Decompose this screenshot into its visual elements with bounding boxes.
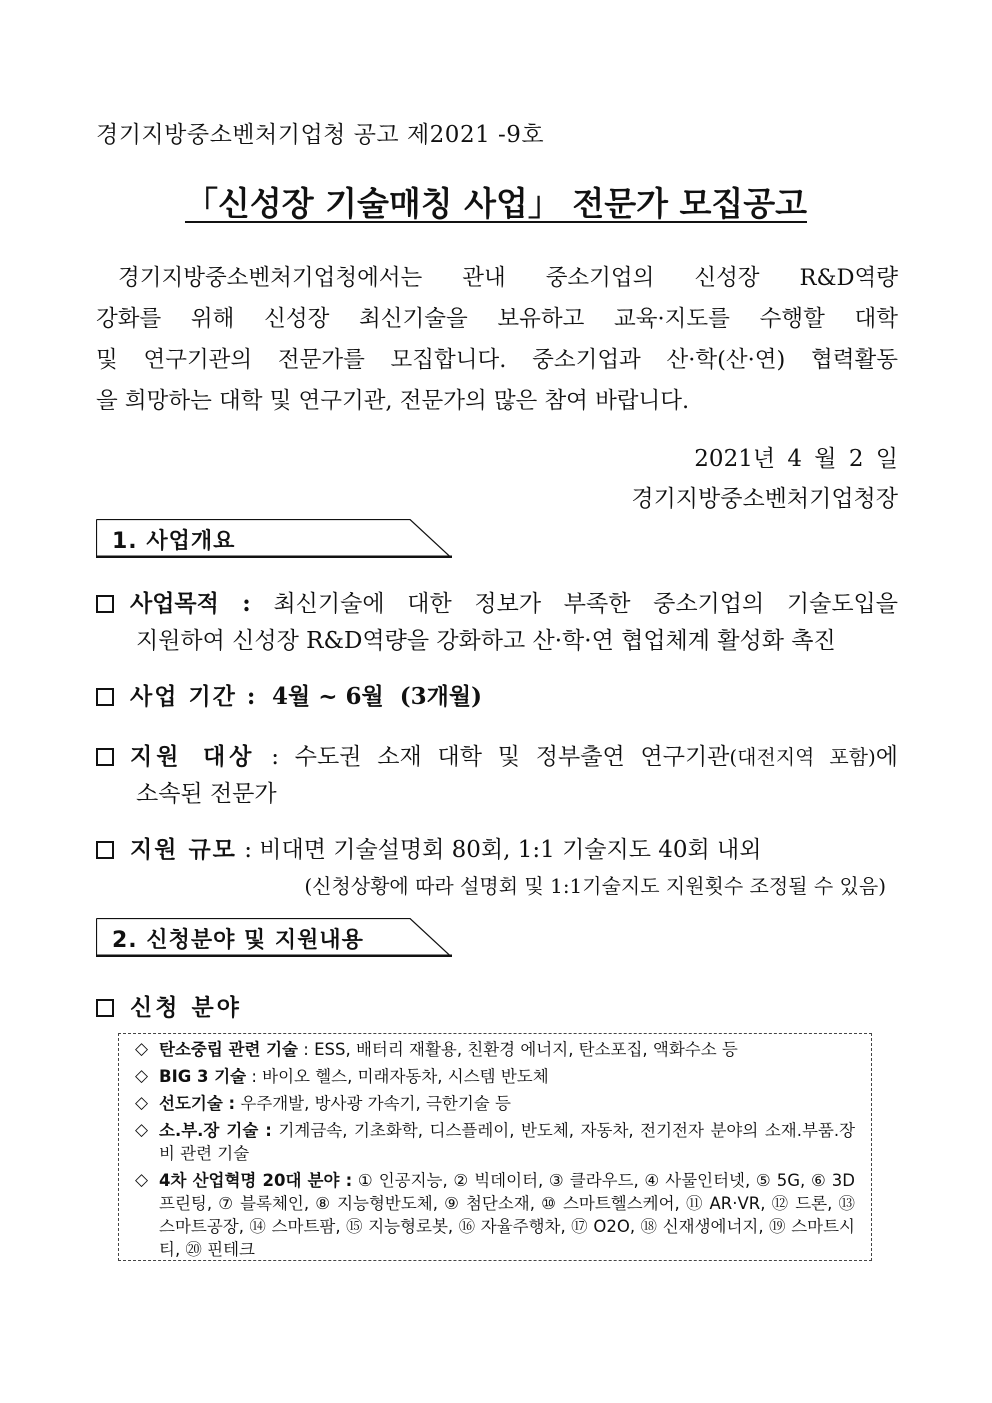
target-line	[96, 738, 898, 776]
purpose-line	[96, 585, 898, 623]
field-text	[159, 1038, 855, 1061]
field-sep: :	[298, 1040, 315, 1059]
period-value: 4월 ~ 6월 (3개월)	[272, 683, 482, 710]
list-item	[135, 1092, 855, 1115]
field-label: 소.부.장 기술 :	[159, 1121, 272, 1140]
section-heading-label: 2. 신청분야 및 지원내용	[112, 928, 364, 953]
period-item	[96, 678, 898, 716]
diamond-bullet-icon: ◇	[135, 1039, 149, 1059]
target-text: : 수도권 소재 대학 및 정부출연 연구기관	[271, 744, 730, 770]
intro-line: 경기지방중소벤처기업청에서는 관내 중소기업의 신성장 R&D역량	[118, 265, 898, 291]
checkbox-icon	[96, 688, 114, 706]
field-text	[159, 1169, 855, 1261]
field-text	[159, 1119, 855, 1165]
field-desc: ESS, 배터리 재활용, 친환경 에너지, 탄소포집, 액화수소 등	[314, 1040, 738, 1059]
field-desc: ① 인공지능, ② 빅데이터, ③ 클라우드, ④ 사물인터넷, ⑤ 5G, ⑥ 3D프린팅, ⑦ 블록체인, ⑧ 지능형반도체, ⑨ 첨단소재, ⑩ 스마트헬스케어, ⑪ AR·VR, ⑫ 드론, ⑬ 스마트공장, ⑭ 스마트팜, ⑮ 지능형로봇, ⑯ 자율주행차, ⑰ O2O, ⑱ 신재생에너지, ⑲ 스마트시티, ⑳ 핀테크	[159, 1171, 856, 1259]
period-label: 사업 기간 :	[130, 683, 258, 710]
field-sep: :	[246, 1067, 263, 1086]
page-title	[0, 178, 992, 225]
intro-line: 을 희망하는 대학 및 연구기관, 전문가의 많은 참여 바랍니다.	[96, 388, 690, 414]
list-item	[135, 1038, 855, 1061]
diamond-bullet-icon: ◇	[135, 1093, 149, 1113]
field-label: 탄소중립 관련 기술	[159, 1040, 299, 1059]
diamond-bullet-icon: ◇	[135, 1170, 149, 1190]
purpose-text: 최신기술에 대한 정보가 부족한 중소기업의 기술도입을	[273, 591, 898, 617]
title-text: 「신성장 기술매칭 사업」 전문가 모집공고	[184, 184, 807, 223]
scale-note: (신청상황에 따라 설명회 및 1:1기술지도 지원횟수 조정될 수 있음)	[304, 874, 886, 898]
field-label: 4차 산업혁명 20대 분야 :	[159, 1171, 353, 1190]
field-label: 선도기술 :	[159, 1094, 236, 1113]
purpose-label: 사업목적 :	[130, 590, 251, 617]
notice-number: 경기지방중소벤처기업청 공고 제2021 -9호	[96, 122, 545, 148]
target-item	[96, 738, 898, 813]
scale-label: 지원 규모	[130, 836, 237, 863]
scale-item	[96, 831, 898, 869]
purpose-item	[96, 585, 898, 660]
list-item	[135, 1119, 855, 1165]
target-line-2: 소속된 전문가	[136, 781, 277, 807]
target-label: 지원 대상	[130, 743, 256, 770]
checkbox-icon	[96, 999, 114, 1017]
purpose-line-2: 지원하여 신성장 R&D역량을 강화하고 산·학·연 협업체계 활성화 촉진	[136, 628, 836, 654]
diamond-bullet-icon: ◇	[135, 1066, 149, 1086]
section-heading-1	[96, 519, 451, 557]
diamond-bullet-icon: ◇	[135, 1120, 149, 1140]
checkbox-icon	[96, 748, 114, 766]
target-paren: (대전지역 포함)	[729, 745, 876, 769]
field-label: BIG 3 기술	[159, 1067, 247, 1086]
field-item	[96, 989, 898, 1027]
section-heading-2	[96, 918, 451, 956]
field-desc: 기계금속, 기초화학, 디스플레이, 반도체, 자동차, 전기전자 분야의 소재.부품.장비 관련 기술	[159, 1121, 856, 1163]
scale-text: : 비대면 기술설명회 80회, 1:1 기술지도 40회 내외	[244, 837, 762, 863]
intro-paragraph	[96, 258, 898, 422]
checkbox-icon	[96, 841, 114, 859]
section-heading-label: 1. 사업개요	[112, 529, 236, 554]
notice-date: 2021년 4 월 2 일	[694, 446, 898, 472]
field-text	[159, 1092, 855, 1115]
issuer: 경기지방중소벤처기업청장	[631, 486, 898, 512]
field-text	[159, 1065, 855, 1088]
intro-line: 및 연구기관의 전문가를 모집합니다. 중소기업과 산·학(산·연) 협력활동	[96, 347, 898, 373]
checkbox-icon	[96, 595, 114, 613]
field-desc: 바이오 헬스, 미래자동차, 시스템 반도체	[262, 1067, 549, 1086]
field-desc: 우주개발, 방사광 가속기, 극한기술 등	[240, 1094, 511, 1113]
list-item	[135, 1065, 855, 1088]
intro-line: 강화를 위해 신성장 최신기술을 보유하고 교육·지도를 수행할 대학	[96, 306, 898, 332]
list-item	[135, 1169, 855, 1261]
fields-panel	[118, 1033, 872, 1261]
target-tail: 에	[875, 744, 898, 770]
field-label: 신청 분야	[130, 994, 242, 1021]
